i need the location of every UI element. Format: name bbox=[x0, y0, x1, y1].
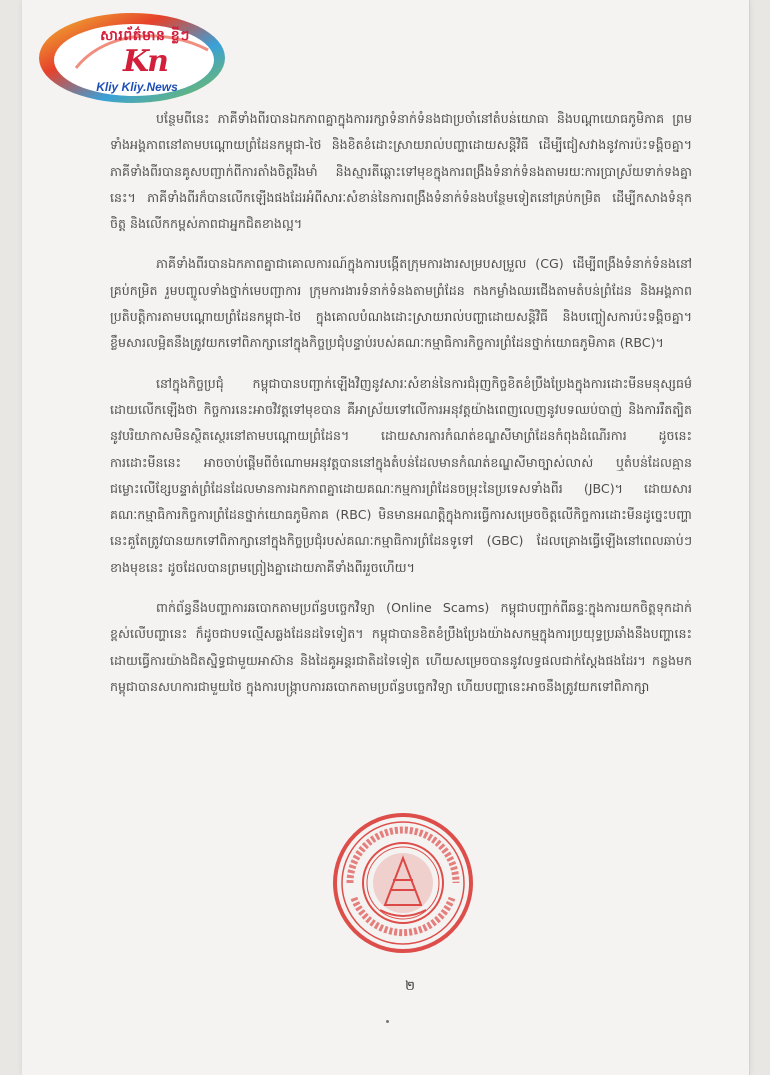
paragraph-1: បន្ថែមពីនេះ ភាគីទាំងពីរបានឯកភាពគ្នាក្នុងការរក្សាទំនាក់ទំនងជាប្រចាំនៅតំបន់យោធា និងបណ្តាយោធភូមិភាគ ព្រមទាំងអង្គភាពនៅតាមបណ្តោយព្រំដែនកម្ពុជា-ថៃ និងខិតខំដោះស្រាយរាល់បញ្ហាដោយសន្តិវិធី ដើម្បីជៀសវាងនូវការប៉ះទង្គិចគ្នា។ ភាគីទាំងពីរបានគូសបញ្ជាក់ពីការតាំងចិត្តរឹងមាំ និងស្មារតីឆ្ពោះទៅមុខក្នុងការពង្រឹងទំនាក់ទំនងតាមរយៈការប្រាស្រ័យទាក់ទងគ្នានេះ។ ភាគីទាំងពីរក៏បានលើកឡើងផងដែរអំពីសារៈសំខាន់នៃការពង្រឹងទំនាក់ទំនងបន្ថែមទៀតនៅគ្រប់កម្រិត ដើម្បីកសាងទំនុកចិត្ត និងលើកកម្ពស់ភាពជាអ្នកជិតខាងល្អ។ bbox=[110, 111, 692, 232]
logo-site-name: Kliy Kliy.News bbox=[96, 80, 178, 94]
paragraph-4: ពាក់ព័ន្ធនឹងបញ្ហាការឆបោកតាមប្រព័ន្ធបច្ចេកវិទ្យា (Online Scams) កម្ពុជាបញ្ជាក់ពីឆន្ទៈក្នុងការយកចិត្តទុកដាក់ខ្ពស់លើបញ្ហានេះ ក៏ដូចជាបទល្មើសឆ្លងដែនដទៃទៀត។ កម្ពុជាបានខិតខំប្រឹងប្រែងយ៉ាងសកម្មក្នុងការប្រយុទ្ធប្រឆាំងនឹងបញ្ហានេះ ដោយធ្វើការយ៉ាងជិតស្និទ្ធជាមួយអាស៊ាន និងដៃគូអន្តរជាតិដទៃទៀត ហើយសម្រេចបាននូវលទ្ធផលជាក់ស្តែងផងដែរ។ កន្លងមក កម្ពុជាបានសហការជាមួយថៃ ក្នុងការបង្ក្រាបការឆបោកតាមប្រព័ន្ធបច្ចេកវិទ្យា ហើយបញ្ហានេះអាចនឹងត្រូវយកទៅពិភាក្សា bbox=[110, 600, 692, 694]
logo-mark: Kn bbox=[123, 44, 167, 79]
page-number: ២ bbox=[405, 979, 415, 994]
news-logo[interactable] bbox=[36, 10, 228, 106]
logo-khmer-text: សារព័ត៌មាន ខ្លីៗ bbox=[100, 28, 190, 44]
paragraph-3: នៅក្នុងកិច្ចប្រជុំ កម្ពុជាបានបញ្ជាក់ឡើងវិញនូវសារៈសំខាន់នៃការជំរុញកិច្ចខិតខំប្រឹងប្រែងក្នុងការដោះមីនមនុស្សធម៌ ដោយលើកឡើងថា កិច្ចការនេះអាចវិវត្តទៅមុខបាន គឺអាស្រ័យទៅលើការអនុវត្តយ៉ាងពេញលេញនូវបទឈប់បាញ់ និងការរឹតត្បិតនូវបរិយាកាសមិនស្ថិតស្ថេរនៅតាមបណ្តោយព្រំដែន។ ដោយសារការកំណត់ខណ្ឌសីមាព្រំដែនកំពុងដំណើរការ ដូចនេះ ការដោះមីននេះ អាចចាប់ផ្តើមពីចំណោមអនុវត្តបាននៅក្នុងតំបន់ដែលមានកំណត់ខណ្ឌសីមាច្បាស់លាស់ ឬតំបន់ដែលគ្មានជម្លោះលើខ្សែបន្ទាត់ព្រំដែនដែលមានការឯកភាពគ្នាដោយគណៈកម្មការព្រំដែនចម្រុះនៃប្រទេសទាំងពីរ (JBC)។ ដោយសារគណៈកម្មាធិការកិច្ចការព្រំដែនថ្នាក់យោធភូមិភាគ (RBC) មិនមានអណត្តិក្នុងការធ្វើការសម្រេចចិត្តលើកិច្ចការដោះមីនដូច្នេះបញ្ហានេះគួតែត្រូវបានយកទៅពិភាក្សានៅក្នុងកិច្ចប្រជុំរបស់គណៈកម្មាធិការព្រំដែនទូទៅ (GBC) ដែលគ្រោងធ្វើឡើងនៅពេលឆាប់ៗខាងមុខនេះ ដូចដែលបានព្រមព្រៀងគ្នាដោយភាគីទាំងពីររួចហើយ។ bbox=[110, 375, 692, 575]
official-seal-icon bbox=[330, 810, 476, 956]
page-edge bbox=[749, 0, 750, 1075]
scan-speck bbox=[386, 1020, 389, 1023]
paragraph-2: ភាគីទាំងពីរបានឯកភាពគ្នាជាគោលការណ៍ក្នុងការបង្កើតក្រុមការងារសម្របសម្រួល (CG) ដើម្បីពង្រឹងទំនាក់ទំនងនៅគ្រប់កម្រិត រួមបញ្ចូលទាំងថ្នាក់មេបញ្ជាការ ក្រុមការងារទំនាក់ទំនងតាមព្រំដែន កងកម្លាំងឈរជើងតាមតំបន់ព្រំដែន និងអង្គភាពប្រតិបត្តិការតាមបណ្តោយព្រំដែនកម្ពុជា-ថៃ ក្នុងគោលបំណងដោះស្រាយរាល់បញ្ហាដោយសន្តិវិធី និងបញ្ចៀសការប៉ះទង្គិចគ្នា។ ខ្លឹមសារលម្អិតនឹងត្រូវយកទៅពិភាក្សានៅក្នុងកិច្ចប្រជុំបន្ទាប់របស់គណៈកម្មាធិការកិច្ចការព្រំដែនថ្នាក់យោធភូមិភាគ (RBC)។ bbox=[110, 256, 692, 351]
document-body bbox=[110, 106, 692, 714]
document-page bbox=[22, 0, 750, 1075]
